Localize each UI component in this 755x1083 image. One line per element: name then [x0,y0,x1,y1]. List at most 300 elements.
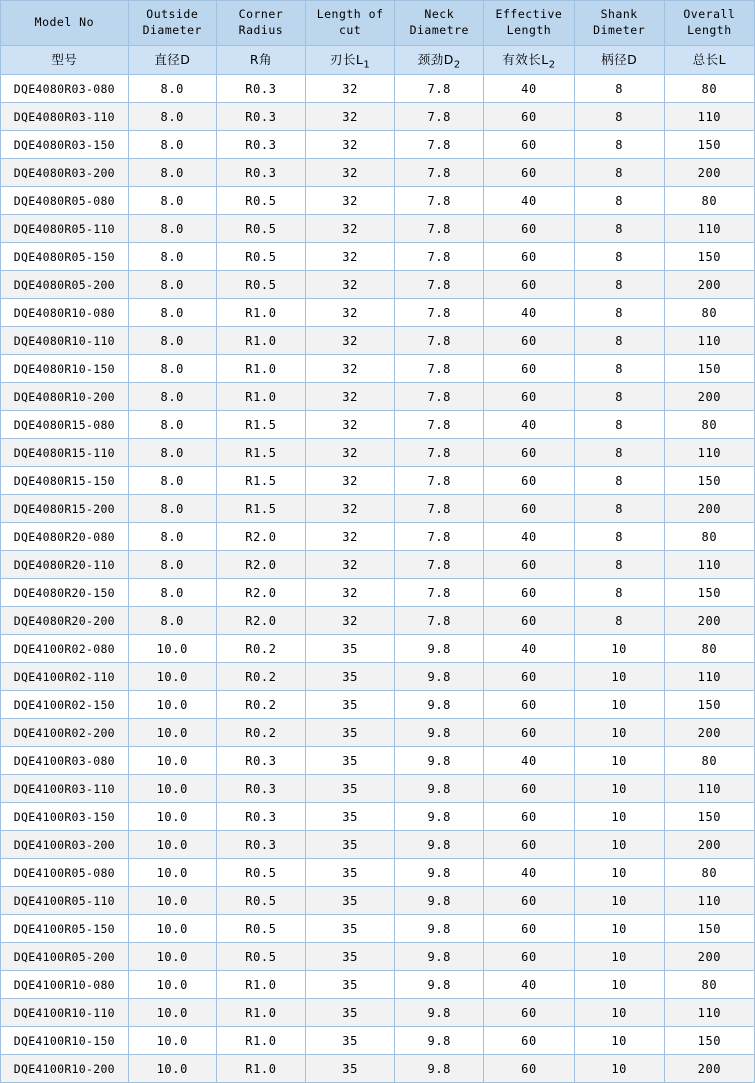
cell-value: R1.0 [216,299,305,327]
cell-value: 35 [306,831,395,859]
cell-value: 8.0 [128,243,216,271]
header-cn-effective-length-text: 有效长L [502,51,549,67]
cell-value: 200 [664,159,754,187]
cell-value: 40 [484,523,574,551]
cell-value: 10 [574,803,664,831]
cell-value: R0.5 [216,215,305,243]
table-row [1,1055,755,1083]
cell-value: 35 [306,887,395,915]
cell-value: 7.8 [395,355,484,383]
cell-value: 9.8 [395,635,484,663]
cell-value: 9.8 [395,887,484,915]
cell-value: R1.5 [216,411,305,439]
cell-model-no: DQE4100R02-080 [1,635,129,663]
cell-model-no: DQE4100R10-110 [1,999,129,1027]
header-cn-neck-diametre [395,46,484,75]
cell-value: 150 [664,243,754,271]
table-row [1,803,755,831]
cell-value: 40 [484,411,574,439]
cell-value: 10.0 [128,831,216,859]
cell-value: R0.5 [216,915,305,943]
cell-value: 10 [574,859,664,887]
cell-model-no: DQE4080R03-150 [1,131,129,159]
cell-value: 150 [664,691,754,719]
cell-value: 7.8 [395,271,484,299]
cell-value: 9.8 [395,747,484,775]
cell-value: 60 [484,355,574,383]
cell-value: 80 [664,411,754,439]
cell-value: 150 [664,803,754,831]
cell-model-no: DQE4080R15-080 [1,411,129,439]
cell-value: 60 [484,467,574,495]
cell-value: 10.0 [128,803,216,831]
cell-value: 7.8 [395,187,484,215]
cell-value: 32 [306,355,395,383]
cell-value: 8 [574,215,664,243]
cell-value: 60 [484,131,574,159]
table-row [1,523,755,551]
table-row [1,663,755,691]
cell-value: 60 [484,1055,574,1083]
cell-value: 200 [664,1055,754,1083]
cell-value: 80 [664,635,754,663]
cell-value: 9.8 [395,971,484,999]
cell-value: 60 [484,215,574,243]
cell-value: 60 [484,579,574,607]
cell-model-no: DQE4080R10-080 [1,299,129,327]
cell-value: 9.8 [395,999,484,1027]
cell-value: R1.0 [216,999,305,1027]
cell-value: 9.8 [395,1027,484,1055]
cell-value: 32 [306,439,395,467]
cell-value: R0.3 [216,75,305,103]
cell-value: 9.8 [395,719,484,747]
header-cn-length-of-cut-text: 刃长L [329,51,364,67]
cell-value: 8 [574,327,664,355]
table-row [1,495,755,523]
cell-value: 60 [484,243,574,271]
cell-value: 8.0 [128,271,216,299]
cell-value: 35 [306,999,395,1027]
cell-value: R0.3 [216,747,305,775]
cell-value: 110 [664,551,754,579]
cell-value: 200 [664,943,754,971]
cell-value: 7.8 [395,495,484,523]
cell-value: R0.3 [216,103,305,131]
cell-value: 110 [664,327,754,355]
cell-value: 8.0 [128,299,216,327]
cell-value: 35 [306,1055,395,1083]
cell-model-no: DQE4080R20-150 [1,579,129,607]
cell-value: R0.3 [216,775,305,803]
cell-value: 8 [574,495,664,523]
cell-value: 7.8 [395,579,484,607]
cell-value: 8.0 [128,439,216,467]
cell-value: 8.0 [128,75,216,103]
cell-model-no: DQE4100R05-080 [1,859,129,887]
cell-model-no: DQE4100R02-200 [1,719,129,747]
cell-value: 10 [574,999,664,1027]
cell-value: 8.0 [128,187,216,215]
cell-value: 80 [664,75,754,103]
table-row [1,915,755,943]
cell-value: 35 [306,971,395,999]
table-row [1,887,755,915]
cell-value: R1.5 [216,467,305,495]
cell-value: R1.0 [216,327,305,355]
header-cn-overall-length [664,46,754,75]
cell-value: 200 [664,831,754,859]
cell-value: 32 [306,607,395,635]
cell-value: 60 [484,271,574,299]
cell-value: 200 [664,719,754,747]
cell-value: 8.0 [128,355,216,383]
table-row [1,775,755,803]
cell-model-no: DQE4100R05-110 [1,887,129,915]
cell-value: 10 [574,747,664,775]
cell-model-no: DQE4100R03-080 [1,747,129,775]
cell-value: 8.0 [128,523,216,551]
cell-value: 10.0 [128,635,216,663]
cell-value: 35 [306,635,395,663]
cell-value: 200 [664,383,754,411]
table-row [1,271,755,299]
cell-value: R1.5 [216,495,305,523]
cell-value: 8 [574,551,664,579]
table-row [1,75,755,103]
cell-model-no: DQE4100R10-200 [1,1055,129,1083]
cell-model-no: DQE4080R20-200 [1,607,129,635]
cell-value: 9.8 [395,915,484,943]
cell-value: 7.8 [395,383,484,411]
table-row [1,327,755,355]
cell-value: 35 [306,915,395,943]
cell-value: 8 [574,299,664,327]
cell-value: 60 [484,103,574,131]
cell-value: 9.8 [395,859,484,887]
cell-value: 10 [574,691,664,719]
cell-value: 10.0 [128,1027,216,1055]
cell-value: 8 [574,383,664,411]
cell-value: 40 [484,971,574,999]
table-row [1,159,755,187]
cell-model-no: DQE4100R05-200 [1,943,129,971]
header-cn-length-of-cut-sub: 1 [363,59,371,71]
table-row [1,299,755,327]
cell-value: 10.0 [128,775,216,803]
cell-value: 10.0 [128,1055,216,1083]
cell-value: 32 [306,271,395,299]
cell-value: 60 [484,383,574,411]
table-row [1,579,755,607]
cell-value: 10 [574,971,664,999]
cell-value: 32 [306,131,395,159]
header-neck-diametre: Neck Diametre [395,1,484,46]
header-cn-effective-length [484,46,574,75]
cell-value: R0.5 [216,187,305,215]
cell-value: 110 [664,215,754,243]
table-row [1,719,755,747]
cell-value: 60 [484,943,574,971]
cell-value: 32 [306,103,395,131]
cell-model-no: DQE4080R15-110 [1,439,129,467]
cell-value: 10.0 [128,943,216,971]
cell-value: R2.0 [216,523,305,551]
cell-value: 150 [664,355,754,383]
table-row [1,355,755,383]
cell-value: R2.0 [216,551,305,579]
cell-value: 9.8 [395,775,484,803]
cell-value: 32 [306,299,395,327]
cell-value: 200 [664,495,754,523]
cell-value: 7.8 [395,607,484,635]
cell-value: R0.2 [216,663,305,691]
header-cn-model-no-text: 型号 [51,51,78,67]
cell-value: 60 [484,1027,574,1055]
cell-value: 40 [484,859,574,887]
cell-value: 8.0 [128,215,216,243]
cell-value: 35 [306,803,395,831]
cell-value: 8.0 [128,131,216,159]
cell-value: 32 [306,243,395,271]
cell-value: 80 [664,299,754,327]
cell-value: 10 [574,1027,664,1055]
cell-value: 8 [574,159,664,187]
cell-value: 150 [664,915,754,943]
cell-model-no: DQE4100R03-150 [1,803,129,831]
cell-value: 32 [306,523,395,551]
cell-value: 10.0 [128,999,216,1027]
cell-value: 7.8 [395,327,484,355]
cell-value: 10 [574,719,664,747]
cell-value: 80 [664,523,754,551]
cell-value: 80 [664,187,754,215]
cell-value: 35 [306,691,395,719]
cell-value: 200 [664,607,754,635]
cell-value: 7.8 [395,411,484,439]
cell-model-no: DQE4080R03-110 [1,103,129,131]
table-row [1,103,755,131]
cell-value: 7.8 [395,131,484,159]
cell-value: R0.5 [216,943,305,971]
table-row [1,943,755,971]
cell-value: 8.0 [128,551,216,579]
table-row [1,439,755,467]
cell-value: 9.8 [395,691,484,719]
cell-value: 8 [574,411,664,439]
header-row-english [1,1,755,46]
header-corner-radius: Corner Radius [216,1,305,46]
cell-model-no: DQE4100R10-080 [1,971,129,999]
cell-model-no: DQE4080R05-150 [1,243,129,271]
cell-value: 8 [574,271,664,299]
header-cn-outside-diameter-text: 直径D [154,51,191,67]
table-row [1,747,755,775]
cell-value: 60 [484,775,574,803]
cell-model-no: DQE4080R15-150 [1,467,129,495]
cell-value: 10 [574,831,664,859]
table-row [1,467,755,495]
cell-value: R1.0 [216,1027,305,1055]
cell-value: 8.0 [128,579,216,607]
cell-value: R0.3 [216,159,305,187]
cell-value: R0.2 [216,719,305,747]
cell-model-no: DQE4100R03-110 [1,775,129,803]
header-effective-length: Effective Length [484,1,574,46]
table-row [1,187,755,215]
table-row [1,383,755,411]
cell-value: 80 [664,747,754,775]
cell-value: 8 [574,607,664,635]
cell-value: 7.8 [395,215,484,243]
cell-value: 8 [574,467,664,495]
cell-value: R0.2 [216,635,305,663]
cell-model-no: DQE4100R02-110 [1,663,129,691]
cell-model-no: DQE4100R10-150 [1,1027,129,1055]
table-body [1,75,755,1083]
cell-model-no: DQE4080R20-080 [1,523,129,551]
cell-model-no: DQE4080R03-080 [1,75,129,103]
cell-value: 32 [306,579,395,607]
cell-value: 35 [306,775,395,803]
cell-value: 110 [664,887,754,915]
cell-value: 9.8 [395,1055,484,1083]
cell-value: 60 [484,831,574,859]
cell-value: 7.8 [395,243,484,271]
cell-value: 60 [484,663,574,691]
cell-value: 32 [306,75,395,103]
cell-value: 8.0 [128,327,216,355]
table-row [1,831,755,859]
table-row [1,635,755,663]
cell-value: 110 [664,775,754,803]
cell-value: 60 [484,607,574,635]
header-cn-outside-diameter [128,46,216,75]
cell-value: 35 [306,747,395,775]
cell-value: 7.8 [395,523,484,551]
header-outside-diameter: Outside Diameter [128,1,216,46]
cell-value: 150 [664,467,754,495]
cell-value: 32 [306,187,395,215]
cell-value: 7.8 [395,299,484,327]
cell-model-no: DQE4080R10-110 [1,327,129,355]
cell-value: 32 [306,551,395,579]
cell-value: 150 [664,1027,754,1055]
cell-value: 7.8 [395,75,484,103]
cell-model-no: DQE4080R20-110 [1,551,129,579]
cell-value: 8 [574,439,664,467]
table-row [1,243,755,271]
cell-value: 8 [574,131,664,159]
cell-value: 35 [306,663,395,691]
cell-value: 32 [306,327,395,355]
header-length-of-cut: Length of cut [306,1,395,46]
cell-value: 10.0 [128,887,216,915]
table-row [1,971,755,999]
header-shank-dimeter: Shank Dimeter [574,1,664,46]
cell-value: 10.0 [128,719,216,747]
cell-model-no: DQE4100R03-200 [1,831,129,859]
cell-value: R1.0 [216,355,305,383]
header-overall-length: Overall Length [664,1,754,46]
cell-value: 35 [306,943,395,971]
cell-value: 7.8 [395,439,484,467]
cell-value: 40 [484,187,574,215]
cell-value: 32 [306,215,395,243]
header-cn-effective-length-sub: 2 [548,59,556,71]
cell-value: 8.0 [128,159,216,187]
cell-value: R0.3 [216,131,305,159]
cell-value: 35 [306,859,395,887]
cell-value: 60 [484,999,574,1027]
cell-value: 8 [574,103,664,131]
cell-value: R1.0 [216,971,305,999]
cell-value: 10 [574,1055,664,1083]
cell-value: 8 [574,187,664,215]
cell-value: 10 [574,915,664,943]
cell-value: 10.0 [128,747,216,775]
table-row [1,1027,755,1055]
cell-model-no: DQE4080R10-150 [1,355,129,383]
cell-value: 60 [484,691,574,719]
cell-value: 8.0 [128,607,216,635]
cell-value: 8 [574,243,664,271]
header-cn-corner-radius-text: R角 [249,51,273,67]
cell-value: R1.0 [216,383,305,411]
table-row [1,215,755,243]
cell-value: 60 [484,495,574,523]
cell-value: 10.0 [128,691,216,719]
header-cn-shank-dimeter [574,46,664,75]
cell-value: 10.0 [128,859,216,887]
cell-value: R0.5 [216,271,305,299]
cell-value: R2.0 [216,607,305,635]
cell-value: 10 [574,663,664,691]
cell-value: 60 [484,719,574,747]
cell-value: R0.3 [216,803,305,831]
table-row [1,999,755,1027]
cell-model-no: DQE4080R03-200 [1,159,129,187]
cell-value: 60 [484,915,574,943]
cell-model-no: DQE4080R10-200 [1,383,129,411]
cell-model-no: DQE4080R05-110 [1,215,129,243]
header-cn-overall-length-text: 总长L [692,51,727,67]
header-cn-length-of-cut [306,46,395,75]
cell-value: R0.5 [216,887,305,915]
cell-value: R0.3 [216,831,305,859]
cell-value: 9.8 [395,831,484,859]
cell-value: 150 [664,131,754,159]
cell-model-no: DQE4080R05-200 [1,271,129,299]
cell-value: 80 [664,971,754,999]
cell-value: 8 [574,75,664,103]
cell-value: 7.8 [395,103,484,131]
cell-value: R2.0 [216,579,305,607]
cell-value: 8 [574,579,664,607]
cell-value: 35 [306,1027,395,1055]
table-row [1,411,755,439]
cell-value: 40 [484,75,574,103]
cell-value: R0.5 [216,859,305,887]
cell-value: 10 [574,635,664,663]
cell-value: 60 [484,803,574,831]
cell-value: 10 [574,943,664,971]
cell-value: R1.5 [216,439,305,467]
table-row [1,607,755,635]
cell-value: R0.5 [216,243,305,271]
cell-value: 40 [484,299,574,327]
header-cn-model-no [1,46,129,75]
